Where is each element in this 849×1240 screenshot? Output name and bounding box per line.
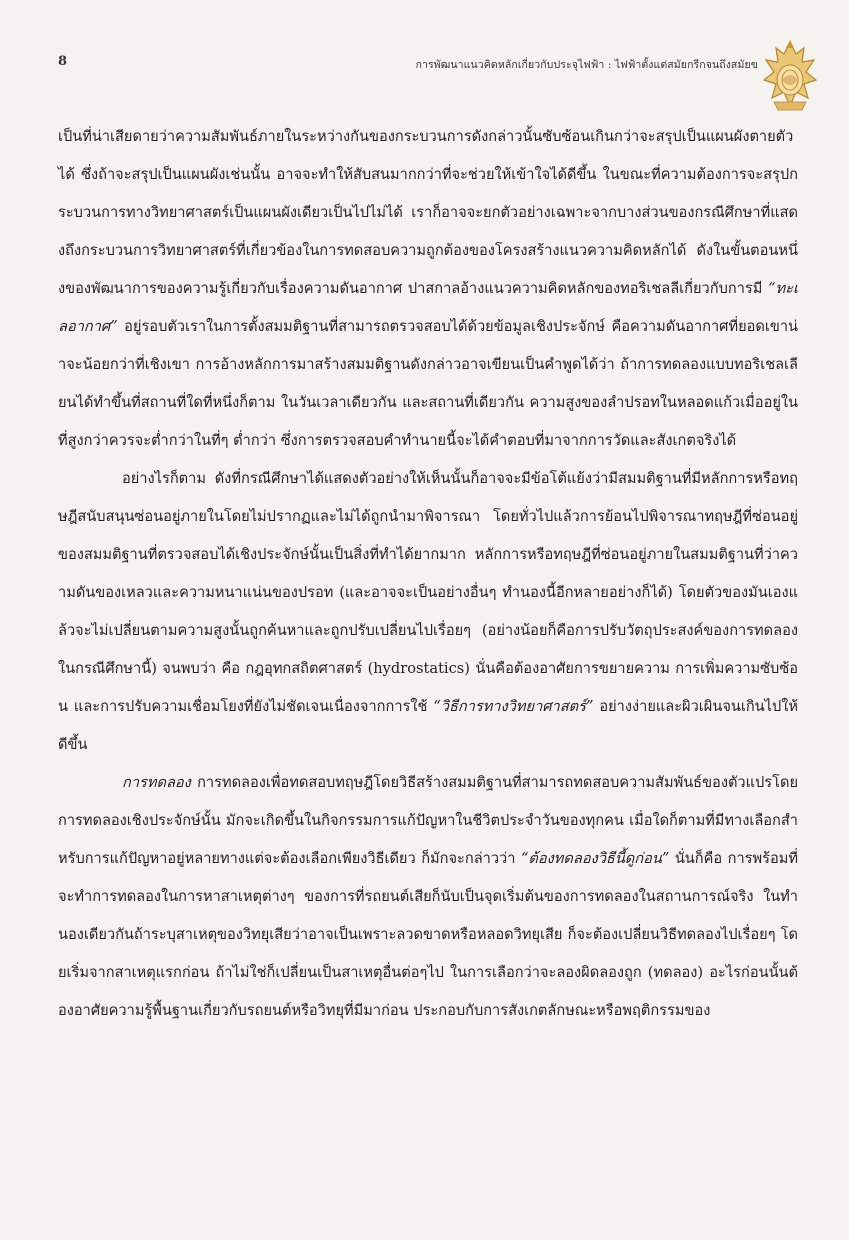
paragraph-2-text: อย่างไรก็ตาม ดังที่กรณีศึกษาได้แสดงตัวอย่างให้เห็นนั้นก็อาจจะมีข้อโต้แย้งว่ามีสมมติฐานที่มีหลักการหรือทฤษฎีสนับสนุนซ่อนอยู่ภายในโดยไม่ปรากฏและไม่ได้ถูกนำมาพิจารณา โดยทั่วไปแล้วการย้อนไปพิจารณาทฤษฎีที่ซ่อนอยู่ของสมมติฐานที่ตรวจสอบได้เชิงประจักษ์นั้นเป็นสิ่งที่ทำได้ยากมาก หลักการหรือทฤษฎีที่ซ่อนอยู่ภายในสมมติฐานที่ว่าความดันของเหลวและความหนาแน่นของปรอท (และอาจจะเป็นอย่างอื่นๆ ทำนองนี้อีกหลายอย่างก็ได้) โดยตัวของมันเองแล้วจะไม่เปลี่ยนตามความสูงนั้นถูกค้นหาและถูกปรับเปลี่ยนไปเรื่อยๆ (อย่างน้อยก็คือการปรับวัตถุประสงค์ของการทดลองในกรณีศึกษานี้) จนพบว่า คือ กฎอุทกสถิตศาสตร์ (hydrostatics) นั่นคือต้องอาศัยการขยายความ การเพิ่มความซับซ้อน และการปรับความเชื่อมโยงที่ยังไม่ชัดเจนเนื่องจากการใช้ bbox=[58, 470, 798, 715]
paragraph-2 bbox=[58, 460, 798, 764]
body-text bbox=[58, 118, 798, 1030]
paragraph-3-text: การทดลองเพื่อทดสอบทฤษฎีโดยวิธีสร้างสมมติฐานที่สามารถทดสอบความสัมพันธ์ของตัวแปรโดยการทดลองเชิงประจักษ์นั้น มักจะเกิดขึ้นในกิจกรรมการแก้ปัญหาในชีวิตประจำวันของทุกคน เมื่อใดก็ตามที่มีทางเลือกสำหรับการแก้ปัญหาอยู่หลายทางแต่จะต้องเลือกเพียงวิธีเดียว ก็มักจะกล่าวว่า bbox=[58, 774, 798, 867]
paragraph-2-emphasis: “วิธีการทางวิทยาศาสตร์” bbox=[433, 698, 594, 715]
paragraph-1 bbox=[58, 118, 798, 460]
paragraph-3-emphasis: “ต้องทดลองวิธีนี้ดูก่อน” bbox=[520, 850, 670, 867]
paragraph-3 bbox=[58, 764, 798, 1030]
page-header bbox=[58, 50, 758, 74]
paragraph-1-emphasis: “ทะเลอากาศ” bbox=[58, 280, 798, 335]
paragraph-3-lead-term: การทดลอง bbox=[122, 774, 191, 791]
paragraph-1-text: เป็นที่น่าเสียดายว่าความสัมพันธ์ภายในระหว่างกันของกระบวนการดังกล่าวนั้นซับซ้อนเกินกว่าจะสรุปเป็นแผนผังตายตัวได้ ซึ่งถ้าจะสรุปเป็นแผนผังเช่นนั้น อาจจะทำให้สับสนมากกว่าที่จะช่วยให้เข้าใจได้ดีขึ้น ในขณะที่ความต้องการจะสรุปกระบวนการทางวิทยาศาสตร์เป็นแผนผังเดียวเป็นไปไม่ได้ เราก็อาจจะยกตัวอย่างเฉพาะจากบางส่วนของกรณีศึกษาที่แสดงถึงกระบวนการวิทยาศาสตร์ที่เกี่ยวข้องในการทดสอบความถูกต้องของโครงสร้างแนวความคิดหลักได้ ดังในขั้นตอนหนึ่งของพัฒนาการของความรู้เกี่ยวกับเรื่องความดันอากาศ ปาสกาลอ้างแนวความคิดหลักของทอริเชลลีเกี่ยวกับการมี bbox=[58, 128, 798, 297]
royal-seal-icon bbox=[760, 40, 820, 112]
page-number: 8 bbox=[58, 54, 68, 69]
running-title: การพัฒนาแนวคิดหลักเกี่ยวกับประจุไฟฟ้า : ไฟฟ้าตั้งแต่สมัยกรีกจนถึงสมัยข bbox=[415, 59, 758, 71]
paragraph-1-continued: อยู่รอบตัวเราในการตั้งสมมติฐานที่สามารถตรวจสอบได้ด้วยข้อมูลเชิงประจักษ์ คือความดันอากาศที่ยอดเขาน่าจะน้อยกว่าที่เชิงเขา การอ้างหลักการมาสร้างสมมติฐานดังกล่าวอาจเขียนเป็นคำพูดได้ว่า ถ้าการทดลองแบบทอริเชลเลียนได้ทำขึ้นที่สถานที่ใดที่หนึ่งก็ตาม ในวันเวลาเดียวกัน และสถานที่เดียวกัน ความสูงของลำปรอทในหลอดแก้วเมื่ออยู่ในที่สูงกว่าควรจะต่ำกว่าในที่ๆ ต่ำกว่า ซึ่งการตรวจสอบคำทำนายนี้จะได้คำตอบที่มาจากการวัดและสังเกตจริงได้ bbox=[58, 318, 798, 449]
paragraph-3-continued: นั่นก็คือ การพร้อมที่จะทำการทดลองในการหาสาเหตุต่างๆ ของการที่รถยนต์เสียก็นับเป็นจุดเริ่มต้นของการทดลองในสถานการณ์จริง ในทำนองเดียวกันถ้าระบุสาเหตุของวิทยุเสียว่าอาจเป็นเพราะลวดขาดหรือหลอดวิทยุเสีย ก็จะต้องเปลี่ยนวิธีทดลองไปเรื่อยๆ โดยเริ่มจากสาเหตุแรกก่อน ถ้าไม่ใช่ก็เปลี่ยนเป็นสาเหตุอื่นต่อๆไป ในการเลือกว่าจะลองผิดลองถูก (ทดลอง) อะไรก่อนนั้นต้องอาศัยความรู้พื้นฐานเกี่ยวกับรถยนต์หรือวิทยุที่มีมาก่อน ประกอบกับการสังเกตลักษณะหรือพฤติกรรมของ bbox=[58, 850, 798, 1019]
paragraph-2-continued: อย่างง่ายและผิวเผินจนเกินไปให้ดีขึ้น bbox=[58, 698, 798, 753]
